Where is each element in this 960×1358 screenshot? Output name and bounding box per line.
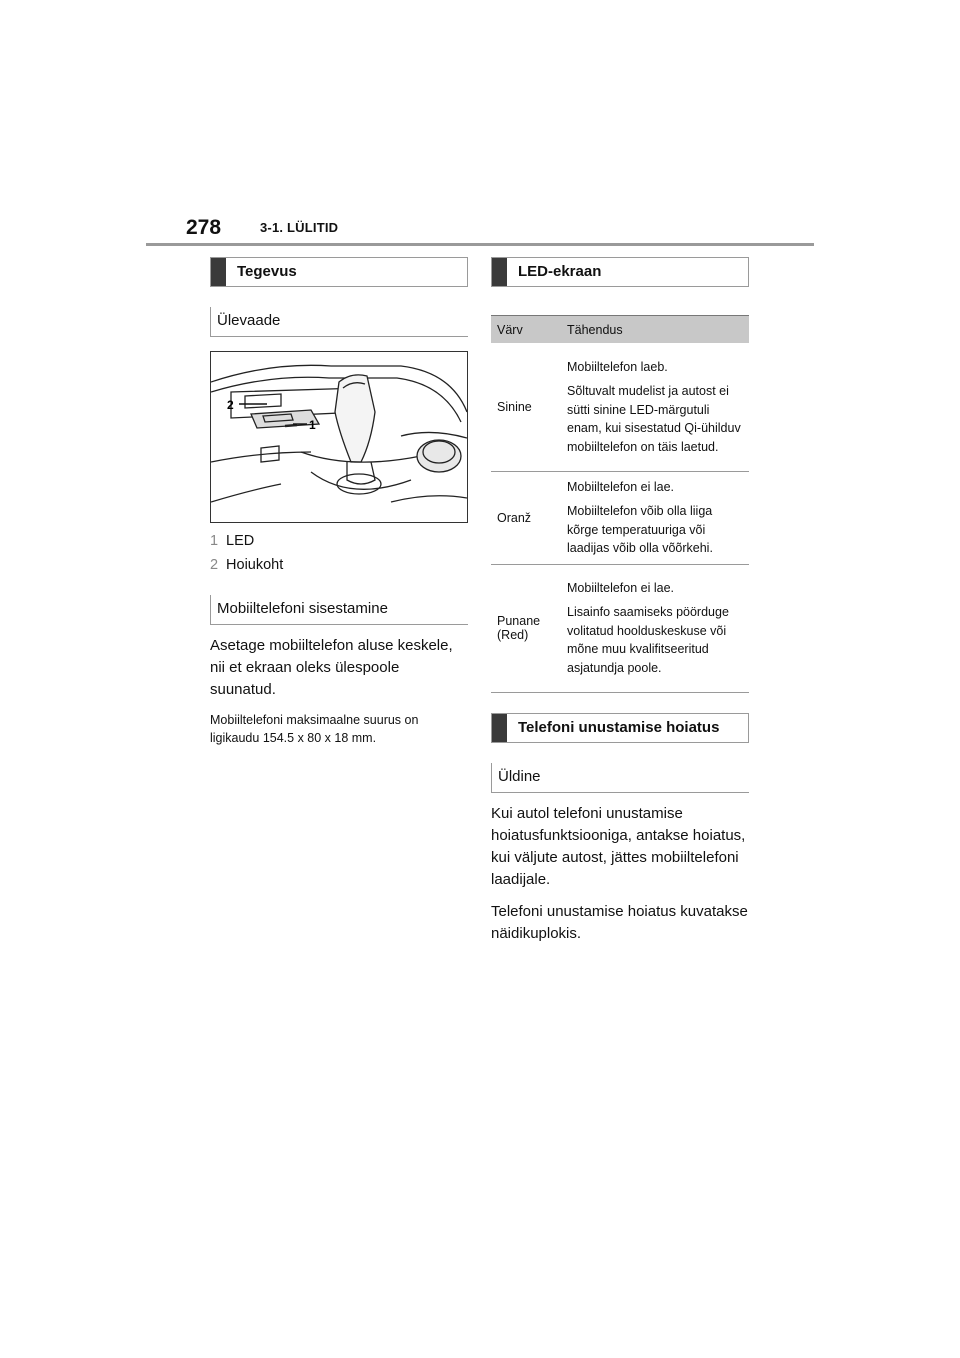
table-row xyxy=(491,564,749,692)
left-column xyxy=(210,257,468,747)
color-cell: Sinine xyxy=(491,343,561,471)
callout-1: 1 xyxy=(309,418,316,432)
legend-label: LED xyxy=(226,533,255,549)
column-header-color: Värv xyxy=(491,316,561,344)
general-heading: Üldine xyxy=(491,763,749,793)
section-title: 3-1. LÜLITID xyxy=(260,220,339,235)
table-row xyxy=(491,343,749,471)
size-note: Mobiiltelefoni maksimaalne suurus on ligikaudu 154.5 x 80 x 18 mm. xyxy=(210,713,419,745)
general-text-1: Kui autol telefoni unustamise hoiatusfunktsiooniga, antakse hoiatus, kui väljute autost, jättes mobiiltelefoni laadijale. xyxy=(491,804,746,888)
figure-legend xyxy=(210,529,468,577)
header-rule xyxy=(146,243,814,246)
meaning-line: Sõltuvalt mudelist ja autost ei sütti sinine LED-märgutuli enam, kui sisestatud Qi-ühilduv mobiiltelefon on täis laetud. xyxy=(567,384,741,454)
legend-label: Hoiukoht xyxy=(226,557,284,573)
insert-heading: Mobiiltelefoni sisestamine xyxy=(210,595,468,625)
meaning-cell xyxy=(561,471,749,564)
insert-text: Asetage mobiiltelefon aluse keskele, nii et ekraan oleks ülespoole suunatud. xyxy=(210,637,453,698)
meaning-line: Mobiiltelefon võib olla liiga kõrge temperatuuriga või laadijas võib olla võõrkehi. xyxy=(567,504,713,555)
legend-number: 1 xyxy=(210,533,219,549)
meaning-line: Lisainfo saamiseks pöörduge volitatud hoolduskeskuse või mõne muu kvalifitseeritud asjatundja poole. xyxy=(567,605,729,675)
charger-figure xyxy=(210,351,468,523)
led-display-heading: LED-ekraan xyxy=(491,257,749,287)
page-number: 278 xyxy=(186,216,222,239)
general-text-2: Telefoni unustamise hoiatus kuvatakse näidikuplokis. xyxy=(491,902,748,942)
legend-item xyxy=(210,553,468,577)
meaning-line: Mobiiltelefon ei lae. xyxy=(567,479,675,494)
meaning-cell xyxy=(561,343,749,471)
overview-heading: Ülevaade xyxy=(210,307,468,337)
tegevus-heading: Tegevus xyxy=(210,257,468,287)
meaning-line: Mobiiltelefon laeb. xyxy=(567,359,668,374)
column-header-meaning: Tähendus xyxy=(561,316,749,344)
legend-item xyxy=(210,529,468,553)
meaning-line: Mobiiltelefon ei lae. xyxy=(567,580,675,595)
table-header-row xyxy=(491,316,749,344)
console-illustration xyxy=(211,352,467,522)
legend-number: 2 xyxy=(210,557,219,573)
color-cell: Punane (Red) xyxy=(491,564,561,692)
meaning-cell xyxy=(561,564,749,692)
led-color-table xyxy=(491,315,749,693)
phone-reminder-heading: Telefoni unustamise hoiatus xyxy=(491,713,749,743)
right-column xyxy=(491,257,749,945)
color-cell: Oranž xyxy=(491,471,561,564)
callout-2: 2 xyxy=(227,398,234,412)
table-row xyxy=(491,471,749,564)
